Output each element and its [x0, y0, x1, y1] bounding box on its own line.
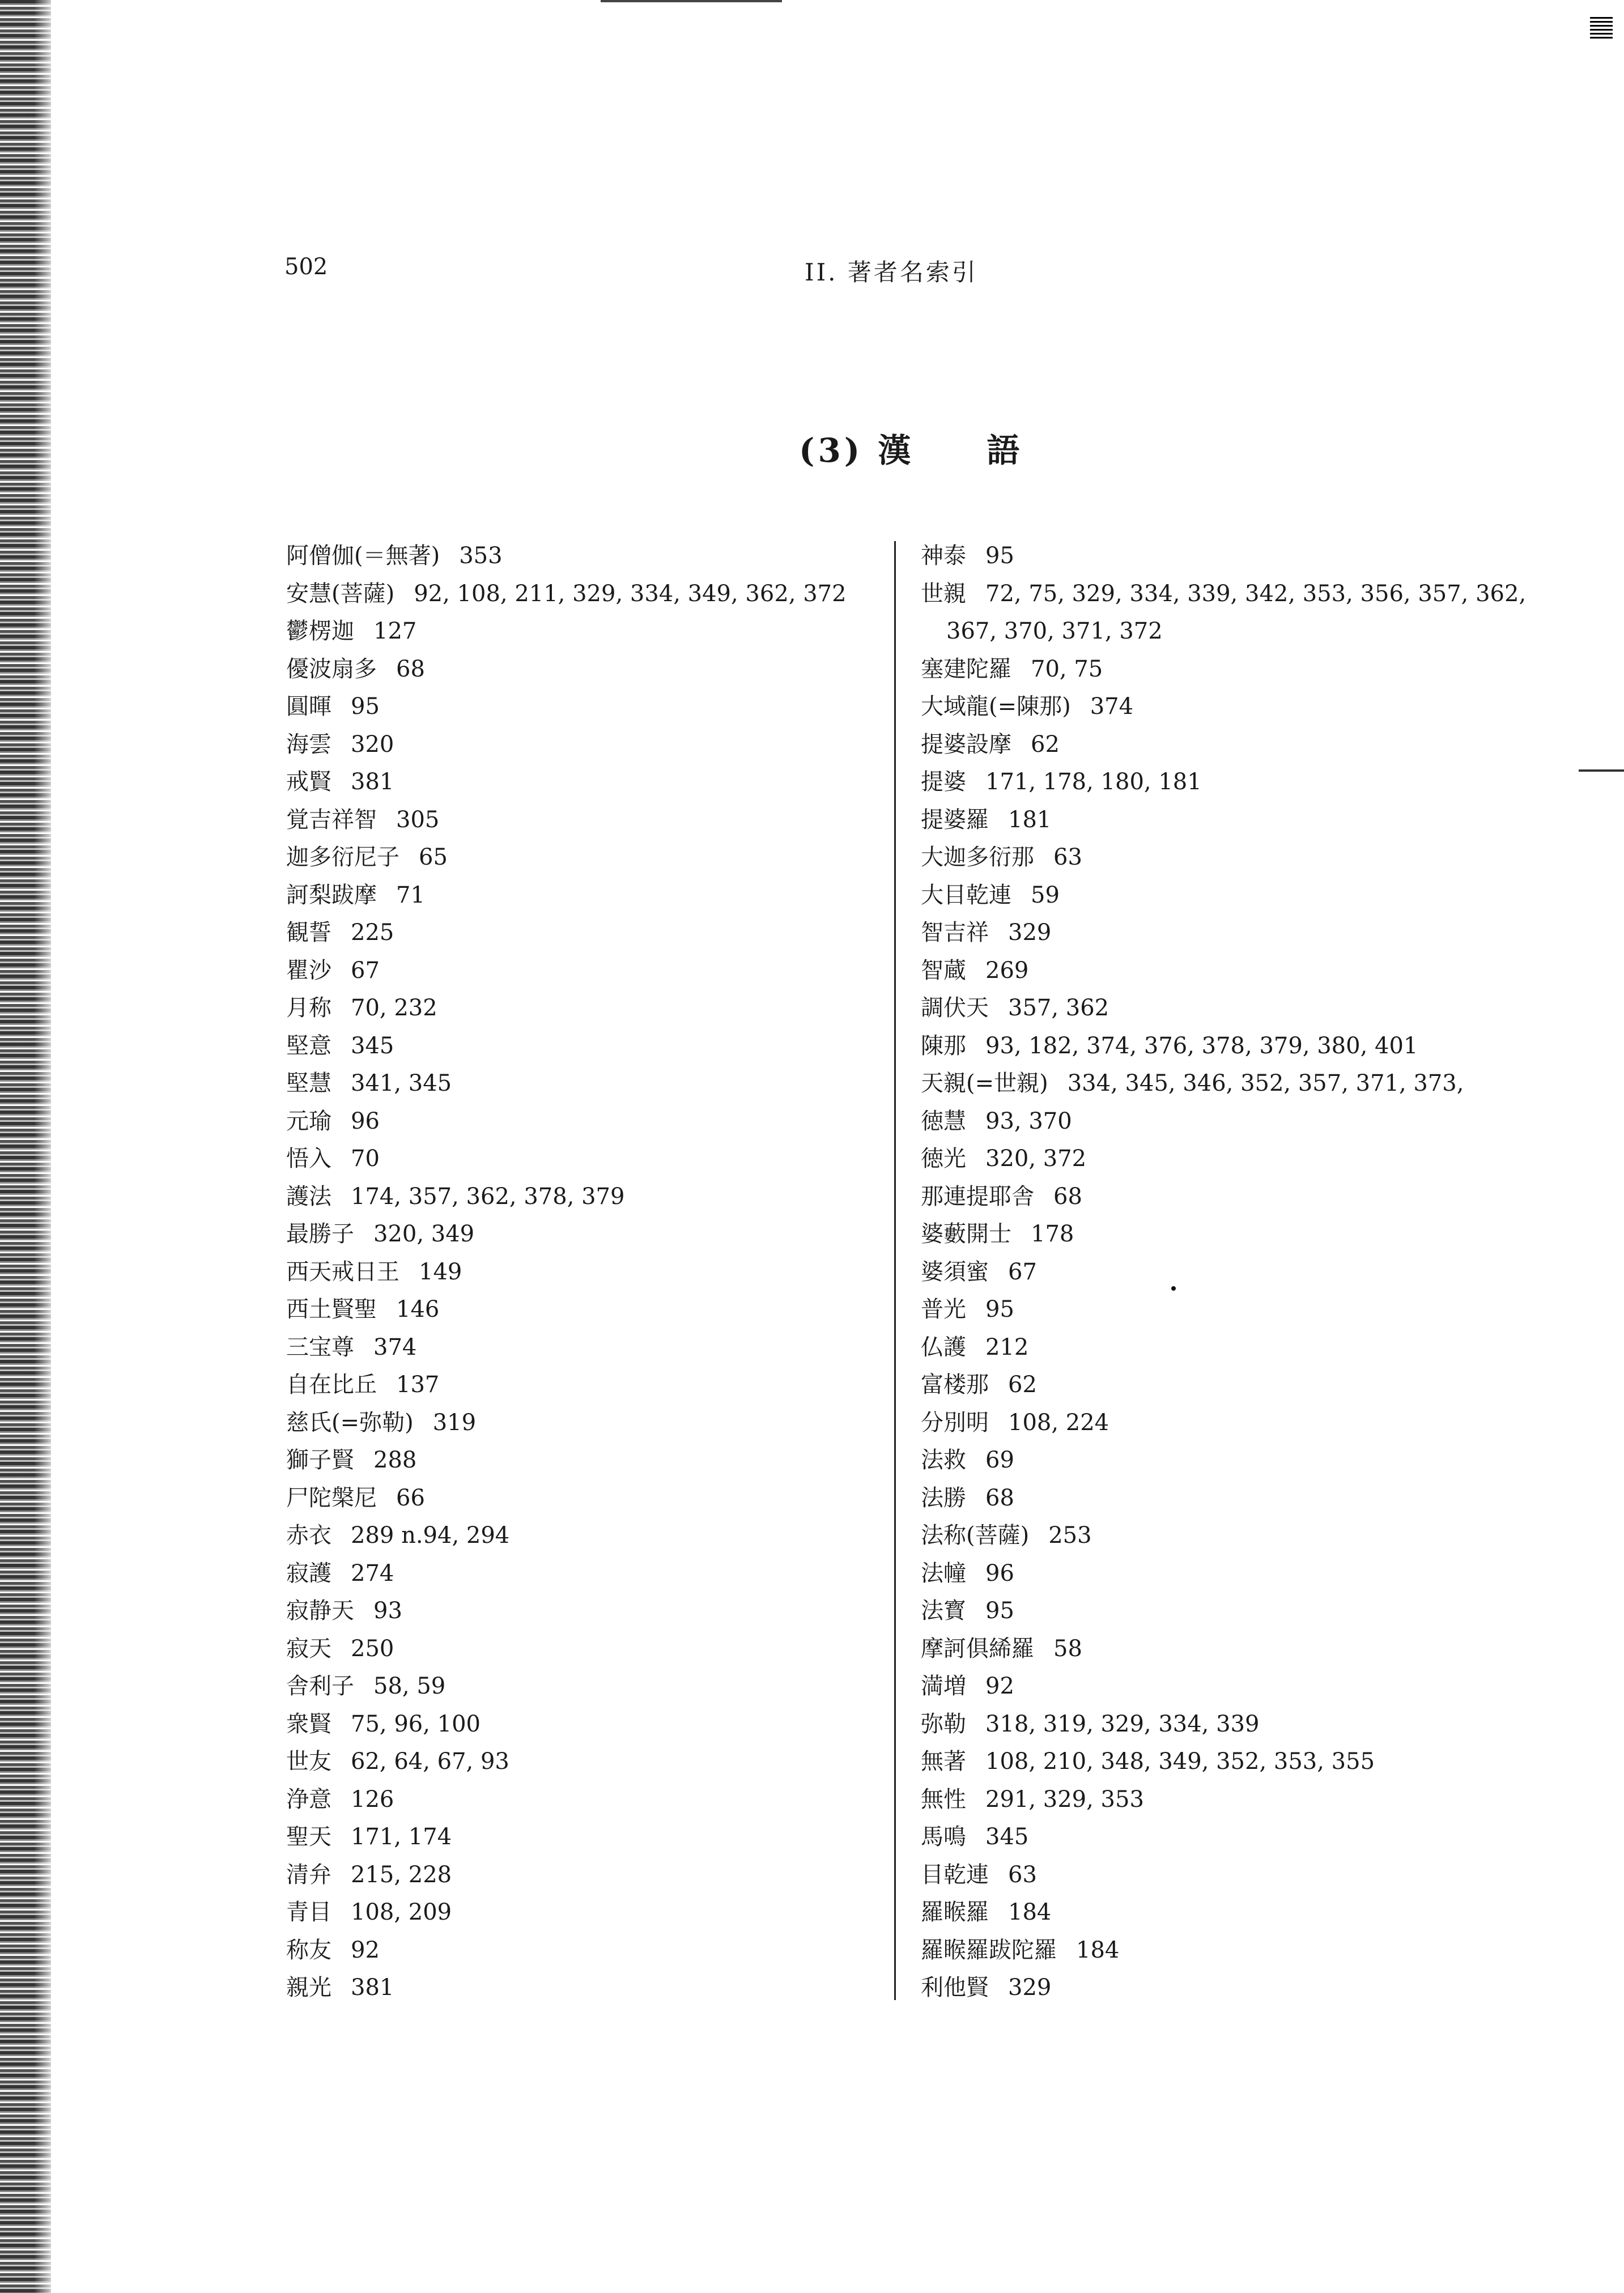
scan-speck — [1171, 1286, 1176, 1291]
index-entry — [921, 688, 1510, 726]
index-entry — [286, 1140, 875, 1178]
index-term: 安慧(菩薩) — [286, 580, 395, 607]
index-entry — [286, 650, 875, 688]
index-column-left — [286, 537, 875, 2007]
index-page-refs: 68 — [985, 1484, 1014, 1511]
index-term: 世親 — [921, 580, 966, 607]
index-page-refs: 66 — [396, 1484, 425, 1511]
index-page-refs: 65 — [419, 844, 448, 870]
index-term: 満増 — [921, 1673, 966, 1699]
index-entry — [286, 1479, 875, 1517]
index-term: 法寳 — [921, 1598, 966, 1624]
index-page-refs: 274 — [351, 1560, 394, 1586]
index-entry — [286, 1441, 875, 1479]
index-page-refs: 184 — [1008, 1899, 1052, 1925]
index-page-refs: 93, 182, 374, 376, 378, 379, 380, 401 — [985, 1032, 1418, 1059]
index-term: 弥勒 — [921, 1711, 966, 1737]
index-term: 尸陀槃尼 — [286, 1484, 377, 1511]
index-entry — [921, 726, 1510, 764]
index-term: 赤衣 — [286, 1522, 331, 1548]
index-page-refs: 329 — [1008, 920, 1052, 946]
index-term: 清弁 — [286, 1861, 331, 1888]
index-page-refs: 320, 349 — [373, 1221, 475, 1247]
index-page-refs: 374 — [373, 1334, 417, 1360]
index-entry — [921, 763, 1510, 801]
index-term: 富楼那 — [921, 1372, 989, 1398]
index-entry — [286, 763, 875, 801]
page-number: 502 — [284, 254, 328, 280]
index-page-refs: 96 — [351, 1108, 380, 1134]
index-term: 陳那 — [921, 1032, 966, 1059]
index-term: 利他賢 — [921, 1975, 989, 2001]
index-term: 婆須蜜 — [921, 1258, 989, 1285]
index-term: 大域龍(=陳那) — [921, 694, 1071, 720]
index-page-refs: 319 — [432, 1409, 477, 1436]
index-entry — [921, 877, 1510, 914]
index-term: 衆賢 — [286, 1711, 331, 1737]
index-entry — [286, 1781, 875, 1819]
index-entry — [286, 1329, 875, 1367]
index-page-refs: 181 — [1008, 806, 1052, 833]
index-entry — [921, 1630, 1510, 1668]
index-page-refs: 137 — [396, 1372, 440, 1398]
index-page-refs: 174, 357, 362, 378, 379 — [351, 1183, 625, 1210]
index-entry — [286, 612, 875, 650]
index-page-refs: 357, 362 — [1008, 995, 1109, 1021]
index-entry — [921, 1818, 1510, 1856]
index-entry — [921, 1329, 1510, 1367]
index-page-refs: 96 — [985, 1560, 1014, 1586]
index-entry — [286, 1856, 875, 1894]
index-entry — [286, 989, 875, 1027]
index-term: 堅慧 — [286, 1070, 331, 1096]
index-entry — [286, 1969, 875, 2007]
index-entry — [286, 1103, 875, 1141]
index-page-refs: 171, 178, 180, 181 — [985, 769, 1202, 795]
index-page-refs: 67 — [1008, 1258, 1037, 1285]
index-column-right — [921, 537, 1527, 2007]
index-term: 普光 — [921, 1296, 966, 1322]
index-page-refs: 68 — [1053, 1183, 1082, 1210]
index-page-refs: 63 — [1008, 1861, 1037, 1888]
index-term: 観誓 — [286, 920, 331, 946]
index-entry — [286, 1555, 875, 1593]
index-entry — [286, 1592, 875, 1630]
index-term: 提婆設摩 — [921, 731, 1011, 758]
index-term: 寂護 — [286, 1560, 331, 1586]
index-entry — [286, 1932, 875, 1969]
index-term: 大迦多衍那 — [921, 844, 1034, 870]
index-term: 浄意 — [286, 1786, 331, 1813]
index-page-refs: 92, 108, 211, 329, 334, 349, 362, 372 — [414, 580, 847, 607]
index-term: 塞建陀羅 — [921, 656, 1011, 682]
index-entry — [921, 1027, 1510, 1065]
index-entry — [921, 1743, 1510, 1781]
index-term: 海雲 — [286, 731, 331, 758]
index-page-refs: 381 — [351, 1975, 394, 2001]
index-entry — [921, 1894, 1510, 1932]
index-entry — [921, 1555, 1510, 1593]
index-page-refs: 318, 319, 329, 334, 339 — [985, 1711, 1260, 1737]
index-page-refs: 127 — [373, 618, 417, 644]
index-term: 調伏天 — [921, 995, 989, 1021]
index-page-refs: 345 — [985, 1824, 1029, 1850]
index-term: 徳光 — [921, 1146, 966, 1172]
index-term: 寂天 — [286, 1635, 331, 1662]
index-term: 法勝 — [921, 1484, 966, 1511]
index-term: 圓暉 — [286, 694, 331, 720]
index-entry — [921, 1404, 1510, 1442]
index-entry — [921, 1178, 1510, 1216]
index-entry — [286, 575, 875, 613]
index-entry — [286, 537, 875, 575]
index-page-refs: 320 — [351, 731, 394, 758]
index-entry — [286, 1705, 875, 1743]
index-page-refs: 146 — [396, 1296, 440, 1322]
index-page-refs: 212 — [985, 1334, 1029, 1360]
index-term: 仏護 — [921, 1334, 966, 1360]
index-page-refs: 70, 232 — [351, 995, 437, 1021]
index-term: 寂静天 — [286, 1598, 354, 1624]
index-term: 覚吉祥智 — [286, 806, 377, 833]
index-entry — [286, 801, 875, 839]
index-term: 舎利子 — [286, 1673, 354, 1699]
index-entry — [921, 1781, 1510, 1819]
index-entry — [921, 1291, 1510, 1329]
index-term: 護法 — [286, 1183, 331, 1210]
index-term: 目乾連 — [921, 1861, 989, 1888]
index-page-refs: 108, 210, 348, 349, 352, 353, 355 — [985, 1749, 1375, 1775]
index-page-refs: 184 — [1076, 1937, 1120, 1963]
index-page-refs: 291, 329, 353 — [985, 1786, 1144, 1813]
index-page-refs: 381 — [351, 769, 394, 795]
index-entry — [921, 1065, 1510, 1103]
index-entry — [286, 1178, 875, 1216]
index-entry — [921, 1856, 1510, 1894]
index-term: 慈氏(=弥勒) — [286, 1409, 414, 1436]
index-term: 無性 — [921, 1786, 966, 1813]
index-page-refs: 69 — [985, 1447, 1014, 1473]
index-page-refs: 93 — [373, 1598, 402, 1624]
index-page-refs: 92 — [985, 1673, 1014, 1699]
index-page-refs: 95 — [351, 694, 380, 720]
index-term: 西天戒日王 — [286, 1258, 399, 1285]
index-term: 鬱楞迦 — [286, 618, 354, 644]
index-page-refs: 58, 59 — [373, 1673, 446, 1699]
index-entry — [286, 1630, 875, 1668]
index-entry — [286, 1818, 875, 1856]
index-term: 無著 — [921, 1749, 966, 1775]
index-page-refs: 62 — [1008, 1372, 1037, 1398]
index-term: 最勝子 — [286, 1221, 354, 1247]
index-entry — [921, 650, 1510, 688]
scan-margin-mark — [1579, 769, 1624, 772]
index-term: 瞿沙 — [286, 957, 331, 984]
index-term: 羅睺羅跋陀羅 — [921, 1937, 1057, 1963]
index-page-refs: 345 — [351, 1032, 394, 1059]
index-entry — [921, 801, 1510, 839]
index-page-refs: 288 — [373, 1447, 417, 1473]
index-term: 提婆 — [921, 769, 966, 795]
index-page-refs: 329 — [1008, 1975, 1052, 2001]
index-page-refs: 269 — [985, 957, 1029, 984]
index-term: 訶梨跋摩 — [286, 882, 377, 908]
column-divider — [894, 541, 896, 2000]
index-entry — [921, 537, 1510, 575]
index-term: 馬鳴 — [921, 1824, 966, 1850]
scan-top-line — [601, 0, 782, 2]
index-page-refs: 178 — [1031, 1221, 1074, 1247]
index-term: 婆藪開士 — [921, 1221, 1011, 1247]
index-entry — [921, 1479, 1510, 1517]
index-entry — [921, 1103, 1510, 1141]
index-page-refs: 71 — [396, 882, 425, 908]
index-page-refs: 305 — [396, 806, 440, 833]
index-term: 堅意 — [286, 1032, 331, 1059]
index-entry — [921, 1969, 1510, 2007]
index-entry — [921, 839, 1510, 877]
index-page-refs: 171, 174 — [351, 1824, 452, 1850]
index-page-refs: 67 — [351, 957, 380, 984]
index-entry — [921, 1366, 1510, 1404]
index-entry — [286, 1366, 875, 1404]
index-page-refs: 72, 75, 329, 334, 339, 342, 353, 356, 357, 362, — [985, 580, 1527, 607]
index-term: 月称 — [286, 995, 331, 1021]
section-title: (3) 漢 語 — [799, 431, 1023, 470]
index-term: 世友 — [286, 1749, 331, 1775]
index-entry — [921, 575, 1527, 613]
index-page-refs: 108, 209 — [351, 1899, 452, 1925]
index-term: 法称(菩薩) — [921, 1522, 1030, 1548]
index-entry — [921, 914, 1510, 952]
index-term: 聖天 — [286, 1824, 331, 1850]
index-term: 摩訶俱絺羅 — [921, 1635, 1034, 1662]
index-entry — [286, 1065, 875, 1103]
index-entry — [921, 1140, 1510, 1178]
index-term: 分別明 — [921, 1409, 989, 1436]
index-term: 阿僧伽(＝無著) — [286, 543, 440, 569]
index-term: 天親(=世親) — [921, 1070, 1048, 1096]
index-entry — [286, 1667, 875, 1705]
index-page-refs: 225 — [351, 920, 394, 946]
index-page-refs: 63 — [1053, 844, 1082, 870]
index-term: 迦多衍尼子 — [286, 844, 399, 870]
index-page-refs: 59 — [1031, 882, 1060, 908]
index-term: 戒賢 — [286, 769, 331, 795]
index-page-refs: 334, 345, 346, 352, 357, 371, 373, — [1067, 1070, 1464, 1096]
index-page-refs: 341, 345 — [351, 1070, 452, 1096]
index-term: 三宝尊 — [286, 1334, 354, 1360]
index-entry — [921, 1667, 1510, 1705]
index-entry — [921, 1441, 1510, 1479]
index-term: 優波扇多 — [286, 656, 377, 682]
index-page-refs: 374 — [1090, 694, 1134, 720]
index-entry — [921, 952, 1510, 990]
index-entry — [286, 1027, 875, 1065]
index-term: 自在比丘 — [286, 1372, 377, 1398]
index-term: 称友 — [286, 1937, 331, 1963]
index-page-refs: 93, 370 — [985, 1108, 1072, 1134]
index-page-refs: 95 — [985, 1598, 1014, 1624]
index-term: 元瑜 — [286, 1108, 331, 1134]
index-entry — [286, 1743, 875, 1781]
index-entry — [286, 1253, 875, 1291]
index-page-refs-continued: 367, 370, 371, 372 — [946, 618, 1163, 644]
index-entry — [921, 989, 1510, 1027]
index-page-refs: 353 — [459, 543, 503, 569]
index-entry — [921, 1517, 1510, 1555]
index-entry — [286, 877, 875, 914]
index-term: 徳慧 — [921, 1108, 966, 1134]
index-page-refs: 58 — [1053, 1635, 1082, 1662]
index-entry — [921, 1705, 1510, 1743]
index-page-refs: 68 — [396, 656, 425, 682]
index-term: 悟入 — [286, 1146, 331, 1172]
index-entry — [286, 952, 875, 990]
index-page-refs: 95 — [985, 543, 1014, 569]
index-page-refs: 95 — [985, 1296, 1014, 1322]
index-entry — [286, 839, 875, 877]
index-term: 法救 — [921, 1447, 966, 1473]
index-entry — [286, 1215, 875, 1253]
index-term: 西土賢聖 — [286, 1296, 377, 1322]
index-page-refs: 289 n.94, 294 — [351, 1522, 510, 1548]
running-head: II. 著者名索引 — [805, 258, 978, 286]
index-term: 提婆羅 — [921, 806, 989, 833]
index-entry — [286, 1404, 875, 1442]
index-page-refs: 320, 372 — [985, 1146, 1087, 1172]
index-page-refs: 70, 75 — [1031, 656, 1103, 682]
index-term: 青目 — [286, 1899, 331, 1925]
index-term: 獅子賢 — [286, 1447, 354, 1473]
index-page-refs: 62, 64, 67, 93 — [351, 1749, 509, 1775]
index-entry — [286, 1894, 875, 1932]
index-entry — [286, 726, 875, 764]
index-entry — [286, 688, 875, 726]
index-entry — [286, 914, 875, 952]
index-term: 智蔵 — [921, 957, 966, 984]
index-entry — [921, 1215, 1510, 1253]
scan-binding-edge-fade — [34, 0, 57, 2293]
index-page-refs: 70 — [351, 1146, 380, 1172]
index-page-refs: 75, 96, 100 — [351, 1711, 481, 1737]
index-page-refs: 149 — [419, 1258, 462, 1285]
index-term: 神泰 — [921, 543, 966, 569]
index-entry — [921, 1592, 1510, 1630]
index-term: 親光 — [286, 1975, 331, 2001]
index-entry — [921, 1253, 1510, 1291]
index-page-refs: 250 — [351, 1635, 394, 1662]
index-page-refs: 126 — [351, 1786, 394, 1813]
index-entry — [286, 1291, 875, 1329]
index-page-refs: 92 — [351, 1937, 380, 1963]
index-term: 大目乾連 — [921, 882, 1011, 908]
index-page-refs: 108, 224 — [1008, 1409, 1109, 1436]
index-page-refs: 253 — [1048, 1522, 1092, 1548]
scan-corner-mark — [1590, 17, 1613, 40]
index-page-refs: 215, 228 — [351, 1861, 452, 1888]
index-term: 法幢 — [921, 1560, 966, 1586]
index-term: 羅睺羅 — [921, 1899, 989, 1925]
index-entry — [921, 1932, 1510, 1969]
index-term: 智吉祥 — [921, 920, 989, 946]
index-term: 那連提耶舎 — [921, 1183, 1034, 1210]
index-page-refs: 62 — [1031, 731, 1060, 758]
index-entry — [286, 1517, 875, 1555]
